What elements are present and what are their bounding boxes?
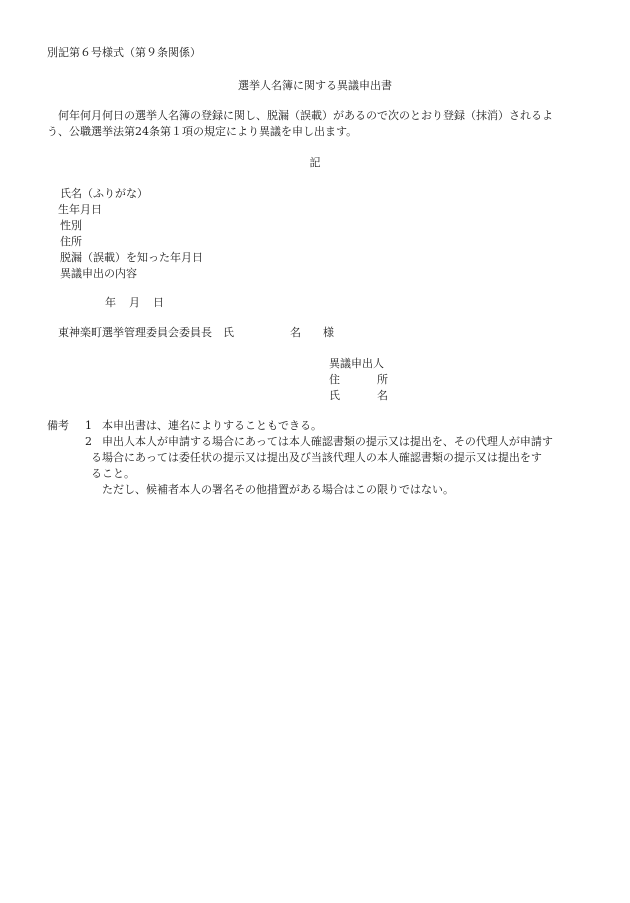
note-1-line-1: 本申出書は、連名によりすることもできる。 bbox=[102, 419, 322, 432]
applicant-address-char-2: 所 bbox=[377, 373, 388, 386]
date-month: 月 bbox=[129, 296, 140, 309]
applicant-address bbox=[329, 372, 388, 388]
addressee-office: 東神楽町選挙管理委員会委員長 氏 bbox=[58, 326, 234, 339]
intro-line-1: 何年何月何日の選挙人名簿の登録に関し、脱漏（誤載）があるので次のとおり登録（抹消）されるよ bbox=[58, 109, 553, 122]
applicant-heading: 異議申出人 bbox=[329, 357, 384, 370]
note-row-2 bbox=[47, 434, 592, 450]
note-number-2: 2 bbox=[85, 435, 92, 448]
applicant-address-char-1: 住 bbox=[329, 373, 340, 386]
note-row-3 bbox=[47, 450, 592, 466]
field-discovery-date: 脱漏（誤載）を知った年月日 bbox=[60, 251, 203, 264]
applicant-name-char-1: 氏 bbox=[329, 389, 340, 402]
date-line bbox=[105, 295, 164, 311]
field-address: 住所 bbox=[60, 235, 82, 248]
notes-heading: 備考 bbox=[47, 419, 69, 432]
note-row-4 bbox=[47, 466, 592, 482]
field-objection-content: 異議申出の内容 bbox=[60, 267, 137, 280]
note-2-line-1: 申出人本人が申請する場合にあっては本人確認書類の提示又は提出を、その代理人が申請す bbox=[102, 435, 553, 448]
date-year: 年 bbox=[105, 296, 116, 309]
ki-heading: 記 bbox=[309, 156, 321, 169]
note-row-1 bbox=[47, 418, 592, 434]
notes-section bbox=[47, 418, 592, 498]
note-row-5 bbox=[47, 482, 592, 498]
field-list bbox=[58, 186, 203, 282]
form-label: 別記第６号様式（第９条関係） bbox=[47, 46, 201, 59]
document-title: 選挙人名簿に関する異議申出書 bbox=[238, 79, 392, 92]
addressee-honorific: 様 bbox=[323, 326, 334, 339]
applicant-name bbox=[329, 388, 388, 404]
intro-line-2: う、公職選挙法第24条第１項の規定により異議を申し出ます。 bbox=[47, 125, 358, 138]
addressee-name: 名 bbox=[290, 326, 301, 339]
field-birthdate: 生年月日 bbox=[58, 203, 102, 216]
date-day: 日 bbox=[153, 296, 164, 309]
applicant-block bbox=[329, 356, 388, 404]
intro-paragraph bbox=[47, 108, 553, 140]
field-name: 氏名（ふりがな） bbox=[60, 187, 148, 200]
note-number-1: 1 bbox=[85, 419, 92, 432]
addressee-line bbox=[58, 325, 334, 341]
note-2-line-2: る場合にあっては委任状の提示又は提出及び当該代理人の本人確認書類の提示又は提出をす bbox=[91, 451, 542, 464]
note-2-line-4: ただし、候補者本人の署名その他措置がある場合はこの限りではない。 bbox=[91, 483, 454, 496]
applicant-name-char-2: 名 bbox=[377, 389, 388, 402]
note-2-line-3: ること。 bbox=[91, 467, 135, 480]
field-gender: 性別 bbox=[60, 219, 82, 232]
